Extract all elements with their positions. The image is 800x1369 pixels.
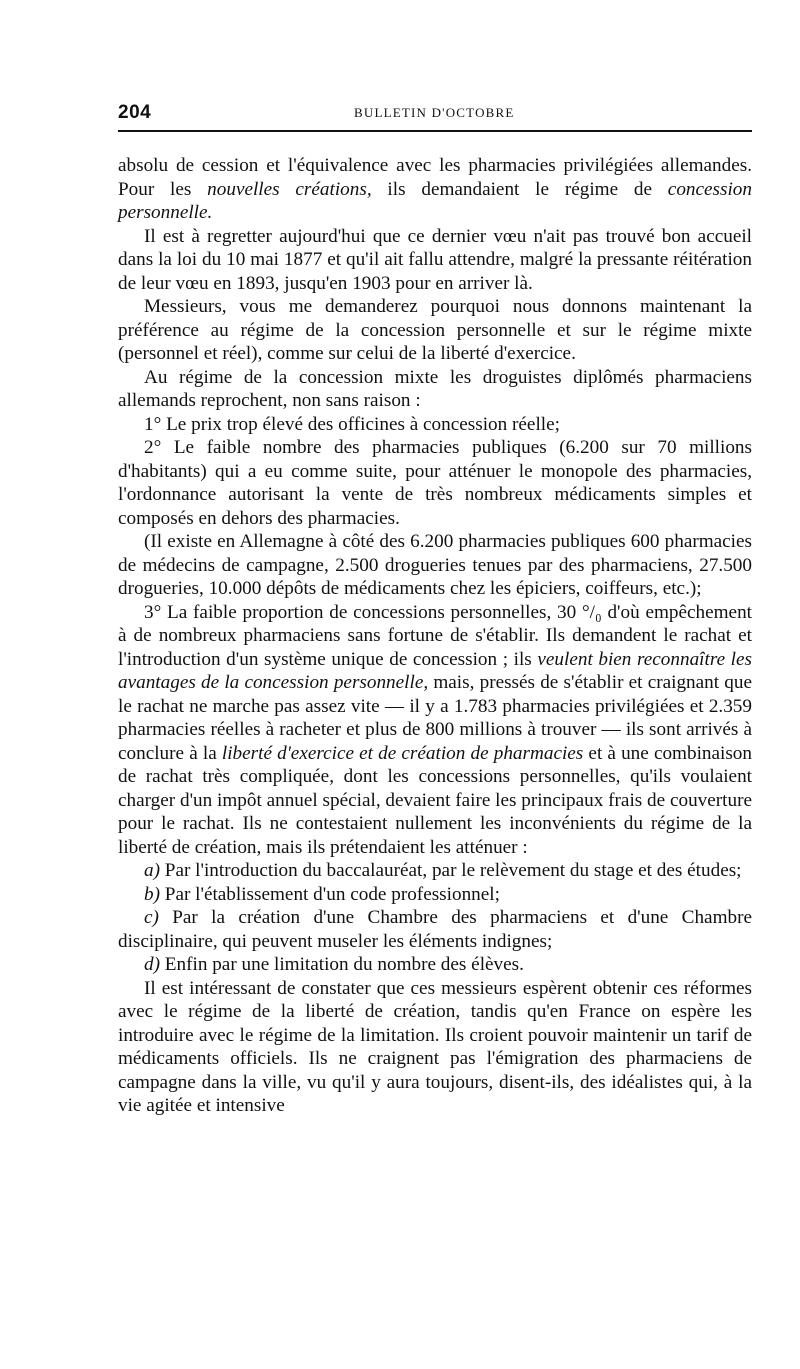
document-page: [118, 98, 752, 1116]
paragraph: [118, 413, 752, 437]
italic-text: liberté d'exercice et de création de pharmacies: [221, 742, 584, 764]
text-run: 2° Le faible nombre des pharmacies publiques (6.200 sur 70 millions d'habitants) qui a eu comme suite, pour atténuer le monopole des pharmacies, l'ordonnance autorisant la vente de très nombreux médicaments simples et composés en dehors des pharmacies.: [118, 437, 752, 529]
text-run: et à une combinaison de rachat très compliquée, dont les concessions personnelles, qu'ils voulaient charger d'un impôt annuel spécial, devaient faire les principaux frais de couverture pour le rachat. Ils ne contestaient nullement les inconvénients du régime de la liberté de création, mais ils prétendaient les atténuer :: [118, 742, 752, 858]
paragraph: [118, 530, 752, 601]
paragraph: [118, 953, 752, 977]
text-run: absolu de cession et l'équivalence avec les pharmacies privilégiées allemandes. Pour les: [118, 155, 752, 200]
paragraph: [118, 601, 752, 860]
page-header: [118, 98, 752, 128]
paragraph: [118, 154, 752, 225]
paragraph: [118, 366, 752, 413]
text-run: Par l'introduction du baccalauréat, par le relèvement du stage et des études;: [159, 860, 742, 881]
italic-text: nouvelles créations,: [207, 178, 372, 200]
italic-text: b): [144, 883, 160, 905]
text-run: ils demandaient le régime de: [371, 178, 668, 200]
text-run: Par l'établissement d'un code professionnel;: [159, 883, 500, 905]
running-title: BULLETIN D'OCTOBRE: [354, 105, 515, 120]
paragraph: [118, 436, 752, 530]
paragraph: [118, 906, 752, 953]
italic-text: veulent bien reconnaître les avantages de la concession personnelle,: [118, 648, 752, 693]
paragraph: [118, 225, 752, 296]
header-rule: [118, 130, 752, 132]
text-run: 3° La faible proportion de concessions personnelles, 30 °/₀ d'où empêchement à de nombreux pharmaciens sans fortune de s'établir. Ils demandent le rachat et l'introduction d'un système unique de concession ; ils: [118, 601, 752, 670]
paragraph: [118, 977, 752, 1118]
text-run: (Il existe en Allemagne à côté des 6.200 pharmacies publiques 600 pharmacies de médecins de campagne, 2.500 drogueries tenues par des pharmaciens, 27.500 drogueries, 10.000 dépôts de médicaments chez les épiciers, coiffeurs, etc.);: [118, 531, 752, 599]
paragraph: [118, 295, 752, 366]
text-run: Il est à regretter aujourd'hui que ce dernier vœu n'ait pas trouvé bon accueil dans la loi du 10 mai 1877 et qu'il ait fallu attendre, malgré la pressante réitération de leur vœu en 1893, jusqu'en 1903 pour en arriver là.: [118, 225, 752, 294]
paragraph: [118, 859, 752, 883]
italic-text: c): [144, 907, 159, 928]
text-run: Par la création d'une Chambre des pharmaciens et d'une Chambre disciplinaire, qui peuvent museler les éléments indignes;: [118, 907, 752, 952]
page-number: 204: [118, 102, 152, 123]
text-run: Au régime de la concession mixte les droguistes diplômés pharmaciens allemands reprochent, non sans raison :: [118, 366, 752, 411]
body-text: [118, 154, 752, 1118]
text-run: mais, pressés de s'établir et craignant que le rachat ne marche pas assez vite — il y a 1.783 pharmacies privilégiées et 2.359 pharmacies réelles à racheter et plus de 800 millions à trouver — ils sont arrivés à conclure à la: [118, 672, 752, 764]
italic-text: d): [144, 954, 160, 975]
italic-text: concession personnelle.: [118, 178, 752, 223]
text-run: 1° Le prix trop élevé des officines à concession réelle;: [144, 413, 560, 435]
text-run: Il est intéressant de constater que ces messieurs espèrent obtenir ces réformes avec le régime de la liberté de création, tandis qu'en France on espère les introduire avec le régime de la limitation. Ils croient pouvoir maintenir un tarif de médicaments officiels. Ils ne craignent pas l'émigration des pharmaciens de campagne dans la ville, vu qu'il y aura toujours, disent-ils, des idéalistes qui, à la vie agitée et intensive: [118, 977, 752, 1116]
text-run: Enfin par une limitation du nombre des élèves.: [159, 954, 524, 975]
text-run: Messieurs, vous me demanderez pourquoi nous donnons maintenant la préférence au régime de la concession personnelle et sur le régime mixte (personnel et réel), comme sur celui de la liberté d'exercice.: [118, 296, 752, 364]
italic-text: a): [144, 860, 160, 881]
paragraph: [118, 883, 752, 907]
